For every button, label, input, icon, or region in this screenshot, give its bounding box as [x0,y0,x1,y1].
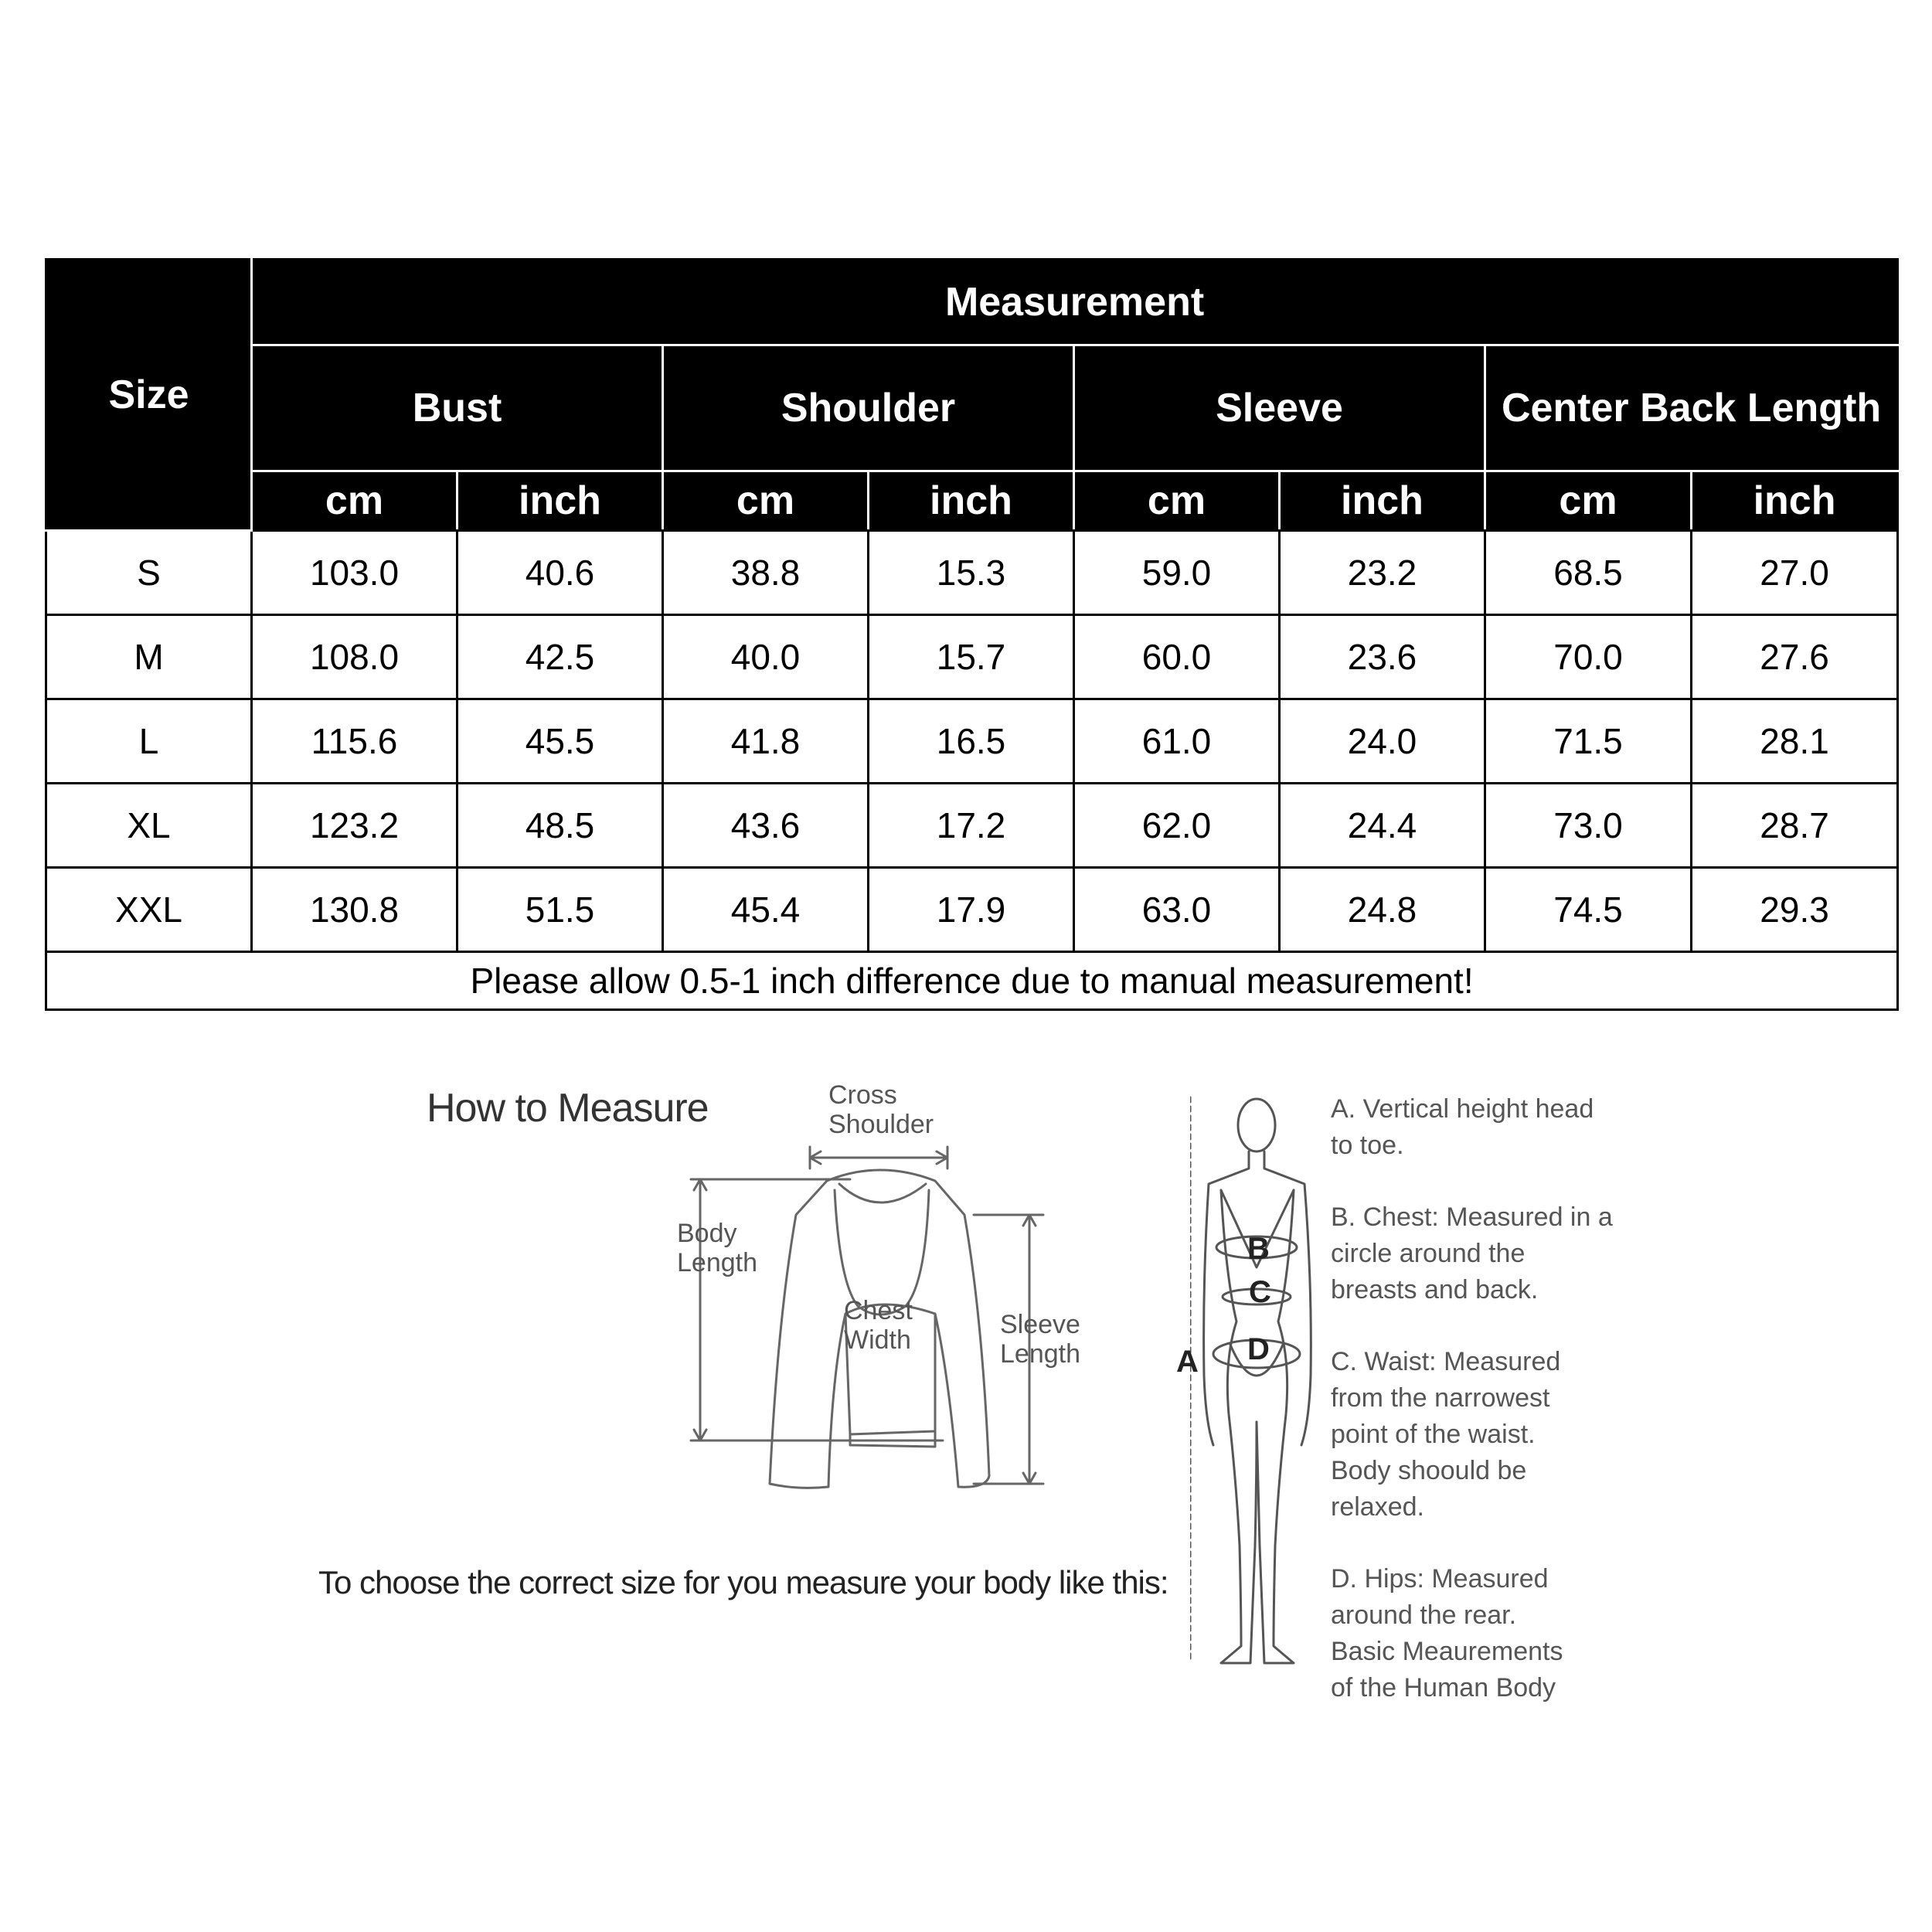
note-a: A. Vertical height head to toe. [1331,1094,1594,1160]
bust-header: Bust [252,345,663,471]
table-cell: 42.5 [457,615,663,699]
table-cell: 45.5 [457,699,663,784]
figure-letter-c: C [1249,1275,1271,1309]
unit-header: inch [869,471,1074,531]
human-body-diagram-icon [1190,1082,1329,1677]
size-cell: XXL [46,868,252,952]
figure-letter-d: D [1247,1332,1270,1366]
figure-letter-b: B [1247,1232,1270,1266]
table-row [46,531,1898,615]
table-cell: 60.0 [1074,615,1280,699]
table-cell: 23.2 [1280,531,1485,615]
table-cell: 51.5 [457,868,663,952]
table-row [46,615,1898,699]
unit-header: cm [252,471,457,531]
sleeve-length-label: Sleeve Length [1000,1310,1080,1369]
sleeve-header: Sleeve [1074,345,1485,471]
table-cell: 15.7 [869,615,1074,699]
table-cell: 41.8 [663,699,869,784]
table-cell: 48.5 [457,784,663,868]
table-cell: 71.5 [1485,699,1692,784]
table-cell: 73.0 [1485,784,1692,868]
note-b: B. Chest: Measured in a circle around the breasts and back. [1331,1202,1613,1304]
table-cell: 103.0 [252,531,457,615]
table-cell: 70.0 [1485,615,1692,699]
unit-header: inch [1692,471,1898,531]
measurement-header: Measurement [252,260,1898,345]
size-cell: L [46,699,252,784]
size-cell: M [46,615,252,699]
size-cell: XL [46,784,252,868]
table-cell: 115.6 [252,699,457,784]
unit-header: inch [457,471,663,531]
measurement-notes [1331,1091,1624,1742]
table-cell: 17.9 [869,868,1074,952]
table-cell: 24.8 [1280,868,1485,952]
how-to-measure-title: How to Measure [427,1086,709,1131]
note-c: C. Waist: Measured from the narrowest point of the waist. Body shoould be relaxed. [1331,1347,1561,1522]
figure-letter-a: A [1176,1345,1199,1379]
table-cell: 123.2 [252,784,457,868]
unit-header: cm [1074,471,1280,531]
table-cell: 40.0 [663,615,869,699]
cross-shoulder-label: Cross Shoulder [828,1080,934,1139]
table-cell: 29.3 [1692,868,1898,952]
table-cell: 27.0 [1692,531,1898,615]
table-cell: 28.1 [1692,699,1898,784]
table-row [46,699,1898,784]
table-cell: 24.0 [1280,699,1485,784]
chest-width-label: Chest Width [844,1296,913,1355]
table-cell: 61.0 [1074,699,1280,784]
table-row [46,868,1898,952]
size-cell: S [46,531,252,615]
size-chart-table [45,258,1899,1011]
table-cell: 16.5 [869,699,1074,784]
table-cell: 17.2 [869,784,1074,868]
measurement-note: Please allow 0.5-1 inch difference due to manual measurement! [46,952,1898,1010]
table-cell: 40.6 [457,531,663,615]
measure-instruction: To choose the correct size for you measure your body like this: [318,1564,1168,1600]
unit-header: inch [1280,471,1485,531]
unit-header: cm [1485,471,1692,531]
shoulder-header: Shoulder [663,345,1074,471]
size-header: Size [46,260,252,531]
table-cell: 68.5 [1485,531,1692,615]
table-cell: 108.0 [252,615,457,699]
table-cell: 130.8 [252,868,457,952]
table-cell: 63.0 [1074,868,1280,952]
table-cell: 15.3 [869,531,1074,615]
table-cell: 43.6 [663,784,869,868]
table-cell: 74.5 [1485,868,1692,952]
center-back-length-header: Center Back Length [1485,345,1898,471]
table-cell: 38.8 [663,531,869,615]
unit-header: cm [663,471,869,531]
table-row [46,784,1898,868]
table-cell: 62.0 [1074,784,1280,868]
table-cell: 45.4 [663,868,869,952]
table-cell: 23.6 [1280,615,1485,699]
table-cell: 28.7 [1692,784,1898,868]
table-cell: 24.4 [1280,784,1485,868]
table-cell: 59.0 [1074,531,1280,615]
note-d: D. Hips: Measured around the rear. Basic Meaurements of the Human Body [1331,1564,1563,1702]
body-length-label: Body Length [677,1219,757,1277]
table-cell: 27.6 [1692,615,1898,699]
